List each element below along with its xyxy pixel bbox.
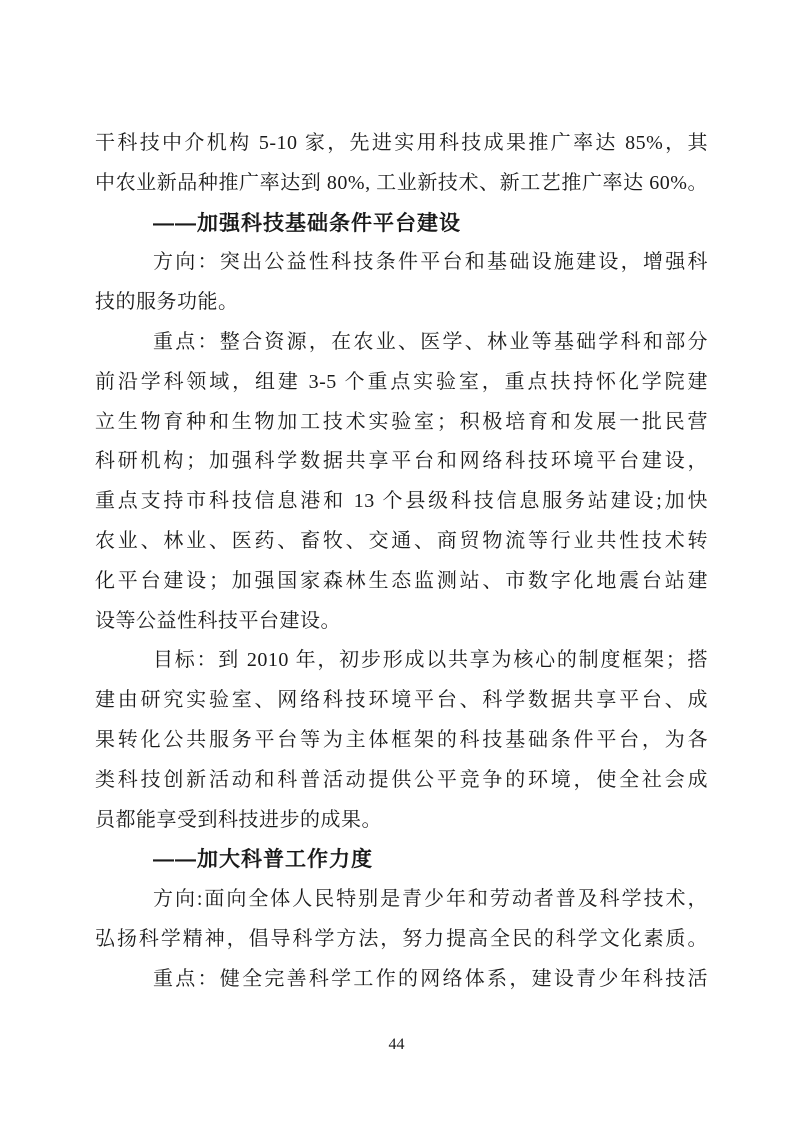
page-content xyxy=(95,124,708,1000)
text-line: 干科技中介机构 5-10 家，先进实用科技成果推广率达 85%，其 xyxy=(95,132,708,154)
text-line: 立生物育种和生物加工技术实验室；积极培育和发展一批民营 xyxy=(95,410,708,433)
text-line: 方向:面向全体人民特别是青少年和劳动者普及科学技术， xyxy=(153,888,708,911)
text-line: 重点支持市科技信息港和 13 个县级科技信息服务站建设;加快 xyxy=(95,490,708,513)
text-line: 员都能享受到科技进步的成果。 xyxy=(95,808,382,831)
text-line: 化平台建设；加强国家森林生态监测站、市数字化地震台站建 xyxy=(95,569,708,592)
text-line: 重点：整合资源，在农业、医学、林业等基础学科和部分 xyxy=(153,330,708,353)
page-number: 44 xyxy=(388,1036,405,1053)
text-line: 农业、林业、医药、畜牧、交通、商贸物流等行业共性技术转 xyxy=(95,529,708,552)
text-line: 建由研究实验室、网络科技环境平台、科学数据共享平台、成 xyxy=(95,689,708,712)
section-heading: ——加强科技基础条件平台建设 xyxy=(153,211,461,235)
text-line: 重点：健全完善科学工作的网络体系，建设青少年科技活 xyxy=(153,967,708,990)
text-line: 科研机构；加强科学数据共享平台和网络科技环境平台建设， xyxy=(95,450,708,473)
text-line: 技的服务功能。 xyxy=(95,291,239,314)
text-line: 果转化公共服务平台等为主体框架的科技基础条件平台，为各 xyxy=(95,728,708,751)
text-line: 类科技创新活动和科普活动提供公平竞争的环境，使全社会成 xyxy=(95,768,708,791)
text-line: 方向：突出公益性科技条件平台和基础设施建设，增强科 xyxy=(153,251,708,274)
section-heading: ——加大科普工作力度 xyxy=(153,848,373,872)
text-line: 设等公益性科技平台建设。 xyxy=(95,609,341,632)
text-line: 目标：到 2010 年，初步形成以共享为核心的制度框架；搭 xyxy=(153,649,708,672)
text-line: 前沿学科领域，组建 3-5 个重点实验室，重点扶持怀化学院建 xyxy=(95,370,708,393)
text-line: 中农业新品种推广率达到 80%, 工业新技术、新工艺推广率达 60%。 xyxy=(95,171,708,194)
text-line: 弘扬科学精神，倡导科学方法，努力提高全民的科学文化素质。 xyxy=(95,927,708,950)
